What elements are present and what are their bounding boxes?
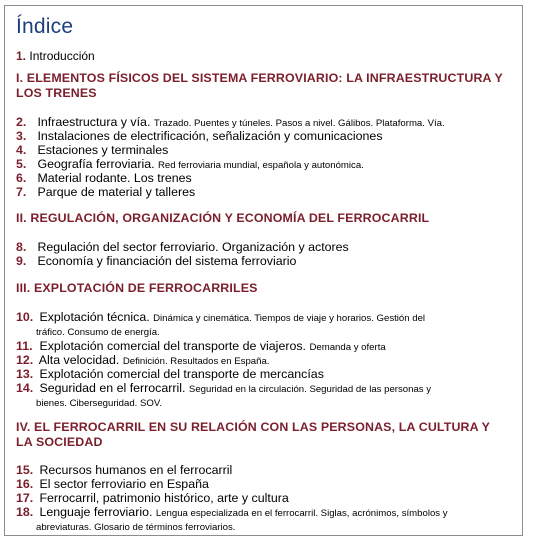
item-detail-continued: abreviaturas. Glosario de términos ferroviarios.: [36, 522, 236, 533]
item-number: 17.: [16, 491, 34, 505]
index-item-10: [16, 310, 516, 339]
section-title-line2: LOS TRENES: [16, 86, 97, 100]
item-detail-continued: tráfico. Consumo de energía.: [36, 327, 160, 338]
item-number: 18.: [16, 505, 34, 519]
item-number: 10.: [16, 310, 34, 324]
index-item-13: [16, 367, 516, 381]
index-item-1: [16, 49, 95, 63]
section-heading-4: [16, 420, 516, 450]
item-number: 7.: [16, 185, 27, 199]
item-title: Seguridad en el ferrocarril.: [39, 381, 186, 395]
item-number: 12.: [16, 353, 34, 367]
index-frame: [4, 5, 523, 536]
item-title: Lenguaje ferroviario.: [39, 505, 153, 519]
item-number: 4.: [16, 143, 27, 157]
item-detail: Seguridad en la circulación. Seguridad de las personas y: [188, 384, 432, 395]
item-detail: Red ferroviaria mundial, española y autonómica.: [157, 160, 364, 171]
index-item-14: [16, 381, 516, 410]
item-title: Regulación del sector ferroviario. Organización y actores: [37, 240, 349, 254]
section-heading-3: [16, 281, 516, 296]
item-number: 15.: [16, 463, 34, 477]
item-number: 9.: [16, 254, 27, 268]
section-title-line2: LA SOCIEDAD: [16, 435, 103, 449]
item-detail-continued: bienes. Ciberseguridad. SOV.: [36, 398, 163, 409]
item-number: 5.: [16, 157, 27, 171]
item-title: Economía y financiación del sistema ferroviario: [37, 254, 297, 268]
item-title: Recursos humanos en el ferrocarril: [39, 463, 233, 477]
item-title: Infraestructura y vía.: [37, 115, 151, 129]
item-number: 6.: [16, 171, 27, 185]
item-number: 2.: [16, 115, 27, 129]
item-number: 16.: [16, 477, 34, 491]
section-title-line1: I. ELEMENTOS FÍSICOS DEL SISTEMA FERROVIARIO: LA INFRAESTRUCTURA Y: [16, 71, 503, 85]
section-heading-2: [16, 211, 516, 226]
index-item-18: [16, 505, 516, 534]
item-number: 13.: [16, 367, 34, 381]
section-title-line1: III. EXPLOTACIÓN DE FERROCARRILES: [16, 281, 258, 295]
item-detail: Lengua especializada en el ferrocarril. Siglas, acrónimos, símbolos y: [155, 508, 448, 519]
item-detail: Definición. Resultados en España.: [122, 356, 270, 367]
index-item-15: [16, 463, 516, 477]
item-title: El sector ferroviario en España: [39, 477, 209, 491]
item-title: Parque de material y talleres: [37, 185, 196, 199]
item-title: Explotación comercial del transporte de mercancías: [39, 367, 324, 381]
item-number: 8.: [16, 240, 27, 254]
page-title: Índice: [16, 15, 74, 38]
section-heading-1: [16, 71, 516, 101]
item-detail: Dinámica y cinemática. Tiempos de viaje y horarios. Gestión del: [153, 313, 426, 324]
item-title: Alta velocidad.: [38, 353, 120, 367]
index-item-6: [16, 171, 516, 185]
item-title: Introducción: [29, 49, 95, 63]
index-item-3: [16, 129, 516, 143]
item-title: Estaciones y terminales: [37, 143, 169, 157]
item-title: Explotación comercial del transporte de viajeros.: [39, 339, 306, 353]
item-number: 14.: [16, 381, 34, 395]
index-item-16: [16, 477, 516, 491]
item-title: Geografía ferroviaria.: [37, 157, 155, 171]
item-title: Explotación técnica.: [39, 310, 150, 324]
section-title-line1: II. REGULACIÓN, ORGANIZACIÓN Y ECONOMÍA DEL FERROCARRIL: [16, 211, 430, 225]
item-detail: Demanda y oferta: [309, 342, 386, 353]
index-item-8: [16, 240, 516, 254]
section-title-line1: IV. EL FERROCARRIL EN SU RELACIÓN CON LAS PERSONAS, LA CULTURA Y: [16, 420, 491, 434]
item-detail: Trazado. Puentes y túneles. Pasos a nivel. Gálibos. Plataforma. Vía.: [153, 118, 445, 129]
item-title: Ferrocarril, patrimonio histórico, arte y cultura: [39, 491, 289, 505]
index-item-9: [16, 254, 516, 268]
index-item-4: [16, 143, 516, 157]
item-number: 1.: [16, 49, 27, 63]
item-number: 3.: [16, 129, 27, 143]
item-title: Material rodante. Los trenes: [37, 171, 192, 185]
item-title: Instalaciones de electrificación, señalización y comunicaciones: [37, 129, 383, 143]
index-item-17: [16, 491, 516, 505]
item-number: 11.: [16, 339, 33, 353]
index-item-7: [16, 185, 516, 199]
